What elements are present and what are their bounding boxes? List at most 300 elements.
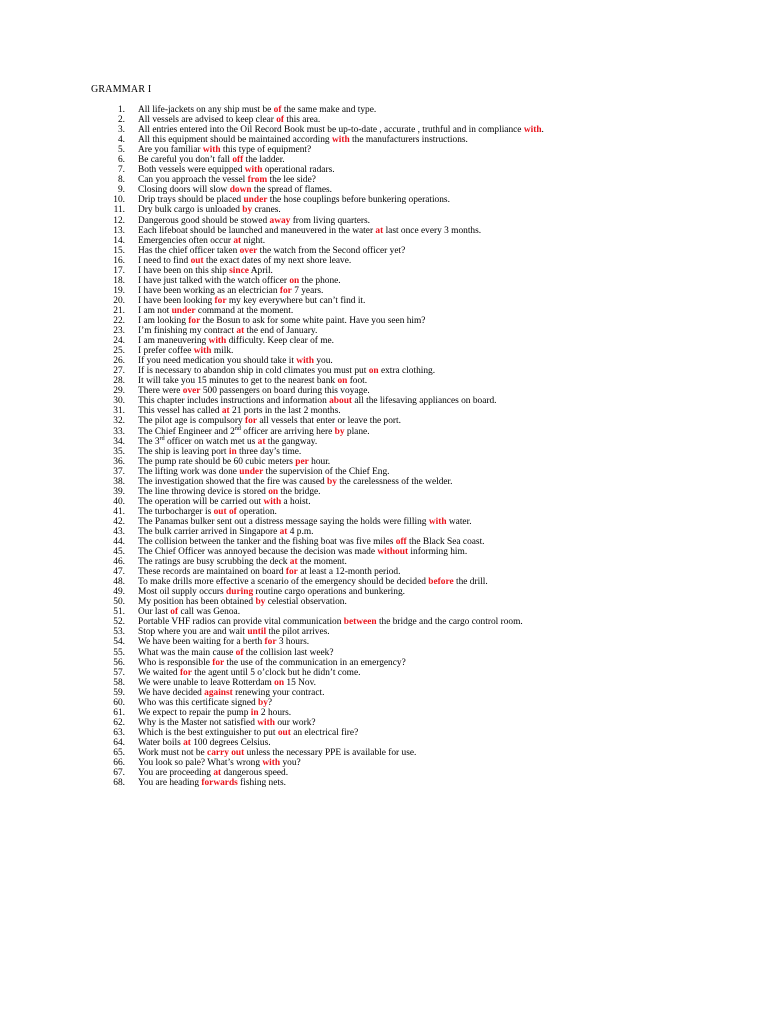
sentence-text: We expect to repair the pump bbox=[138, 707, 251, 718]
answer-word: in bbox=[228, 446, 237, 457]
sentence-text: You are heading bbox=[138, 778, 202, 789]
list-item bbox=[100, 587, 760, 597]
list-item bbox=[100, 658, 760, 668]
sentence-text: I am looking bbox=[138, 315, 189, 326]
answer-word: by bbox=[255, 597, 266, 608]
answer-word: with bbox=[428, 516, 447, 527]
sentence-text: I prefer coffee bbox=[138, 346, 194, 357]
sentence-text: 2 hours. bbox=[258, 707, 292, 718]
item-sentence bbox=[138, 668, 360, 678]
sentence-text: you? bbox=[280, 758, 301, 769]
list-item bbox=[100, 376, 760, 386]
answer-word: of bbox=[235, 647, 244, 658]
item-number: 5. bbox=[117, 145, 125, 156]
answer-word: out of bbox=[213, 506, 237, 517]
item-number: 63. bbox=[113, 727, 125, 738]
sentence-text: 7 years. bbox=[291, 285, 324, 296]
list-item bbox=[100, 758, 760, 768]
sentence-text: the spread of flames. bbox=[251, 185, 333, 196]
item-sentence bbox=[138, 226, 481, 236]
item-number: 43. bbox=[113, 526, 125, 537]
sentence-text: Work must not be bbox=[138, 748, 208, 758]
sentence-text: the lee side? bbox=[267, 175, 316, 186]
item-sentence bbox=[138, 557, 347, 567]
list-item bbox=[100, 467, 760, 477]
item-number: 38. bbox=[113, 476, 125, 487]
list-item bbox=[100, 637, 760, 647]
answer-word: at bbox=[233, 235, 242, 246]
sentence-text: Which is the best extinguisher to put bbox=[138, 727, 278, 738]
item-sentence bbox=[138, 316, 425, 326]
sentence-text: Both vessels were equipped bbox=[138, 165, 245, 176]
answer-word: with bbox=[331, 135, 350, 146]
sentence-text: the same make and type. bbox=[281, 105, 377, 115]
answer-word: for bbox=[188, 315, 201, 326]
item-sentence bbox=[138, 507, 277, 517]
item-sentence bbox=[138, 145, 311, 155]
item-sentence bbox=[138, 386, 370, 396]
sentence-text: All life-jackets on any ship must be bbox=[138, 105, 274, 115]
sentence-text: my key everywhere but can’t find it. bbox=[226, 295, 366, 306]
sentence-text: celestial observation. bbox=[265, 597, 347, 608]
sentence-text: hour. bbox=[308, 456, 331, 467]
item-number: 40. bbox=[113, 496, 125, 507]
sentence-text: . bbox=[541, 125, 544, 136]
item-number: 54. bbox=[113, 637, 125, 648]
sentence-text: from living quarters. bbox=[290, 215, 371, 226]
question-list bbox=[100, 105, 760, 788]
item-sentence bbox=[138, 728, 358, 738]
list-item bbox=[100, 105, 760, 115]
sentence-text: All this equipment should be maintained according bbox=[138, 135, 332, 146]
sentence-text: the bridge and the cargo control room. bbox=[376, 617, 523, 628]
answer-word: with bbox=[244, 165, 263, 176]
item-number: 3. bbox=[117, 125, 125, 136]
item-sentence bbox=[138, 487, 321, 497]
answer-word: with bbox=[296, 356, 315, 367]
sentence-text: last once every 3 months. bbox=[383, 225, 482, 236]
list-item bbox=[100, 286, 760, 296]
list-item bbox=[100, 416, 760, 426]
list-item bbox=[100, 507, 760, 517]
item-sentence bbox=[138, 517, 472, 527]
sentence-text: 15 Nov. bbox=[284, 677, 317, 688]
item-sentence bbox=[138, 617, 523, 627]
list-item bbox=[100, 226, 760, 236]
list-item bbox=[100, 256, 760, 266]
item-number: 52. bbox=[113, 617, 125, 628]
list-item bbox=[100, 708, 760, 718]
list-item bbox=[100, 597, 760, 607]
item-number: 32. bbox=[113, 416, 125, 427]
item-sentence bbox=[138, 567, 400, 577]
answer-word: of bbox=[273, 105, 282, 115]
item-number: 9. bbox=[117, 185, 125, 196]
list-item bbox=[100, 406, 760, 416]
item-number: 66. bbox=[113, 758, 125, 769]
sentence-text: The ratings are busy scrubbing the deck bbox=[138, 557, 290, 568]
answer-word: away bbox=[269, 215, 291, 226]
sentence-text: milk. bbox=[211, 346, 234, 357]
list-item bbox=[100, 668, 760, 678]
sentence-text: The turbocharger is bbox=[138, 506, 214, 517]
item-sentence bbox=[138, 346, 233, 356]
sentence-text: The pilot age is compulsory bbox=[138, 416, 246, 427]
list-item bbox=[100, 236, 760, 246]
sentence-text: We have been waiting for a berth bbox=[138, 637, 265, 648]
list-item bbox=[100, 276, 760, 286]
sentence-text: The 3 bbox=[138, 436, 160, 447]
answer-word: with bbox=[257, 717, 275, 728]
sentence-text: officer are arriving here bbox=[240, 426, 335, 437]
item-sentence bbox=[138, 195, 450, 205]
answer-word: between bbox=[343, 617, 377, 628]
item-number: 45. bbox=[113, 547, 125, 558]
item-number: 13. bbox=[113, 225, 125, 236]
sentence-text: We waited bbox=[138, 667, 180, 678]
list-item bbox=[100, 205, 760, 215]
item-number: 35. bbox=[113, 446, 125, 457]
item-sentence bbox=[138, 678, 316, 688]
list-item bbox=[100, 738, 760, 748]
sentence-text: I am not bbox=[138, 305, 172, 316]
sentence-text: My position has been obtained bbox=[138, 597, 256, 608]
item-number: 55. bbox=[113, 647, 125, 658]
answer-word: of bbox=[276, 115, 285, 126]
item-sentence bbox=[138, 366, 435, 376]
list-item bbox=[100, 567, 760, 577]
sentence-text: Dry bulk cargo is unloaded bbox=[138, 205, 243, 216]
item-number: 37. bbox=[113, 466, 125, 477]
item-sentence bbox=[138, 376, 367, 386]
item-number: 11. bbox=[113, 205, 125, 216]
sentence-text: night. bbox=[241, 235, 266, 246]
sentence-text: the agent until 5 o’clock but he didn’t come. bbox=[191, 667, 361, 678]
answer-word: during bbox=[226, 587, 254, 598]
item-sentence bbox=[138, 396, 497, 406]
list-item bbox=[100, 246, 760, 256]
sentence-text: The Chief Officer was annoyed because the decision was made bbox=[138, 547, 378, 558]
list-item bbox=[100, 185, 760, 195]
item-sentence bbox=[138, 135, 468, 145]
page-title: GRAMMAR I bbox=[91, 84, 152, 95]
sentence-text: Drip trays should be placed bbox=[138, 195, 244, 206]
sentence-text: the moment. bbox=[297, 557, 347, 568]
sentence-text: The collision between the tanker and the fishing boat was five miles bbox=[138, 537, 396, 548]
sentence-text: renewing your contract. bbox=[232, 687, 325, 698]
list-item bbox=[100, 155, 760, 165]
item-sentence bbox=[138, 416, 401, 426]
item-sentence bbox=[138, 758, 301, 768]
answer-word: for bbox=[245, 416, 257, 427]
item-sentence bbox=[138, 577, 488, 587]
item-sentence bbox=[138, 658, 406, 668]
item-sentence bbox=[138, 406, 341, 416]
list-item bbox=[100, 527, 760, 537]
sentence-text: 21 ports in the last 2 months. bbox=[229, 406, 341, 417]
sentence-text: all the lifesaving appliances on board. bbox=[352, 396, 497, 407]
list-item bbox=[100, 306, 760, 316]
sentence-text: foot. bbox=[347, 376, 368, 387]
item-number: 41. bbox=[113, 506, 125, 517]
item-number: 23. bbox=[113, 326, 125, 337]
sentence-text: this type of equipment? bbox=[220, 145, 312, 156]
item-number: 42. bbox=[113, 516, 125, 527]
sentence-text: an electrical fire? bbox=[290, 727, 359, 738]
item-sentence bbox=[138, 296, 365, 306]
item-number: 17. bbox=[113, 265, 125, 276]
sentence-text: These records are maintained on board bbox=[138, 567, 286, 578]
ordinal-suffix: nd bbox=[234, 425, 241, 432]
list-item bbox=[100, 557, 760, 567]
item-number: 29. bbox=[113, 386, 125, 397]
item-sentence bbox=[138, 597, 347, 607]
list-item bbox=[100, 648, 760, 658]
sentence-text: the gangway. bbox=[265, 436, 318, 447]
answer-word: on bbox=[368, 366, 379, 377]
sentence-text: the pilot arrives. bbox=[266, 627, 330, 638]
answer-word: with bbox=[202, 145, 221, 156]
sentence-text: the bridge. bbox=[278, 486, 321, 497]
list-item bbox=[100, 195, 760, 205]
item-number: 8. bbox=[117, 175, 125, 186]
item-number: 50. bbox=[113, 597, 125, 608]
item-number: 64. bbox=[113, 737, 125, 748]
sentence-text: The operation will be carried out bbox=[138, 496, 264, 507]
item-sentence bbox=[138, 748, 416, 758]
list-item bbox=[100, 477, 760, 487]
sentence-text: Our last bbox=[138, 607, 171, 618]
item-sentence bbox=[138, 336, 334, 346]
item-number: 31. bbox=[113, 406, 125, 417]
list-item bbox=[100, 487, 760, 497]
item-number: 20. bbox=[113, 295, 125, 306]
list-item bbox=[100, 718, 760, 728]
sentence-text: our work? bbox=[274, 717, 316, 728]
item-sentence bbox=[138, 236, 265, 246]
item-number: 14. bbox=[113, 235, 125, 246]
sentence-text: 4 p.m. bbox=[287, 526, 314, 537]
item-number: 48. bbox=[113, 577, 125, 588]
item-number: 21. bbox=[113, 305, 125, 316]
answer-word: on bbox=[337, 376, 348, 387]
sentence-text: 100 degrees Celsius. bbox=[190, 737, 271, 748]
sentence-text: We were unable to leave Rotterdam bbox=[138, 677, 275, 688]
list-item bbox=[100, 547, 760, 557]
item-number: 27. bbox=[113, 366, 125, 377]
answer-word: out bbox=[190, 255, 204, 266]
sentence-text: I have been working as an electrician bbox=[138, 285, 280, 296]
answer-word: per bbox=[295, 456, 309, 467]
answer-word: over bbox=[182, 386, 201, 397]
sentence-text: plane. bbox=[344, 426, 370, 437]
sentence-text: the hose couplings before bunkering operations. bbox=[267, 195, 450, 206]
answer-word: by bbox=[327, 476, 337, 487]
sentence-text: The Panamas bulker sent out a distress message saying the holds were filling bbox=[138, 516, 429, 527]
item-sentence bbox=[138, 175, 316, 185]
item-number: 16. bbox=[113, 255, 125, 266]
list-item bbox=[100, 437, 760, 447]
item-number: 47. bbox=[113, 567, 125, 578]
answer-word: against bbox=[204, 687, 233, 698]
answer-word: under bbox=[243, 195, 268, 206]
answer-word: at bbox=[289, 557, 298, 568]
item-number: 10. bbox=[113, 195, 125, 206]
sentence-text: Water boils bbox=[138, 737, 184, 748]
item-sentence bbox=[138, 627, 330, 637]
item-number: 18. bbox=[113, 275, 125, 286]
sentence-text: Has the chief officer taken bbox=[138, 245, 240, 256]
sentence-text: The investigation showed that the fire was caused bbox=[138, 476, 328, 487]
list-item bbox=[100, 165, 760, 175]
answer-word: over bbox=[239, 245, 258, 256]
answer-word: until bbox=[247, 627, 267, 638]
item-sentence bbox=[138, 276, 341, 286]
answer-word: since bbox=[229, 265, 249, 276]
item-sentence bbox=[138, 105, 376, 115]
sentence-text: I’m finishing my contract bbox=[138, 326, 237, 337]
item-sentence bbox=[138, 427, 370, 437]
sentence-text: at least a 12-month period. bbox=[297, 567, 401, 578]
sentence-text: If is necessary to abandon ship in cold climates you must put bbox=[138, 366, 369, 377]
list-item bbox=[100, 135, 760, 145]
item-number: 26. bbox=[113, 356, 125, 367]
list-item bbox=[100, 346, 760, 356]
answer-word: at bbox=[375, 225, 384, 236]
list-item bbox=[100, 175, 760, 185]
sentence-text: Emergencies often occur bbox=[138, 235, 234, 246]
sentence-text: dangerous speed. bbox=[221, 768, 289, 779]
item-number: 51. bbox=[113, 607, 125, 618]
item-number: 53. bbox=[113, 627, 125, 638]
sentence-text: the supervision of the Chief Eng. bbox=[263, 466, 390, 477]
list-item bbox=[100, 386, 760, 396]
sentence-text: You look so pale? What’s wrong bbox=[138, 758, 263, 769]
item-sentence bbox=[138, 125, 544, 135]
answer-word: out bbox=[277, 727, 291, 738]
sentence-text: The bulk carrier arrived in Singapore bbox=[138, 526, 280, 537]
list-item bbox=[100, 778, 760, 788]
sentence-text: Can you approach the vessel bbox=[138, 175, 248, 186]
item-sentence bbox=[138, 457, 330, 467]
sentence-text: three day’s time. bbox=[236, 446, 302, 457]
sentence-text: the end of January. bbox=[244, 326, 318, 337]
sentence-text: the use of the communication in an emergency? bbox=[224, 657, 406, 668]
sentence-text: We have decided bbox=[138, 687, 205, 698]
item-sentence bbox=[138, 326, 317, 336]
sentence-text: unless the necessary PPE is available for use. bbox=[244, 748, 417, 758]
item-sentence bbox=[138, 547, 467, 557]
sentence-text: fishing nets. bbox=[237, 778, 286, 789]
item-number: 67. bbox=[113, 768, 125, 779]
item-sentence bbox=[138, 286, 323, 296]
list-item bbox=[100, 427, 760, 437]
sentence-text: difficulty. Keep clear of me. bbox=[226, 336, 335, 347]
item-sentence bbox=[138, 205, 281, 215]
answer-word: at bbox=[183, 737, 191, 748]
sentence-text: I have just talked with the watch officer bbox=[138, 275, 290, 286]
sentence-text: This vessel has called bbox=[138, 406, 222, 417]
list-item bbox=[100, 396, 760, 406]
sentence-text: Portable VHF radios can provide vital communication bbox=[138, 617, 344, 628]
sentence-text: officer on watch met us bbox=[164, 436, 258, 447]
item-number: 59. bbox=[113, 687, 125, 698]
item-number: 22. bbox=[113, 315, 125, 326]
item-number: 4. bbox=[117, 135, 125, 146]
item-number: 57. bbox=[113, 667, 125, 678]
list-item bbox=[100, 145, 760, 155]
list-item bbox=[100, 115, 760, 125]
item-sentence bbox=[138, 306, 293, 316]
item-number: 25. bbox=[113, 346, 125, 357]
sentence-text: Are you familiar bbox=[138, 145, 203, 156]
item-sentence bbox=[138, 467, 390, 477]
item-number: 15. bbox=[113, 245, 125, 256]
sentence-text: The line throwing device is stored bbox=[138, 486, 269, 497]
item-sentence bbox=[138, 115, 320, 125]
sentence-text: April. bbox=[248, 265, 273, 276]
answer-word: with bbox=[208, 336, 227, 347]
answer-word: for bbox=[179, 667, 192, 678]
sentence-text: You are proceeding bbox=[138, 768, 214, 779]
sentence-text: The Chief Engineer and 2 bbox=[138, 426, 235, 437]
answer-word: carry out bbox=[207, 748, 245, 758]
sentence-text: Stop where you are and wait bbox=[138, 627, 248, 638]
item-sentence bbox=[138, 497, 311, 507]
answer-word: by bbox=[258, 697, 268, 708]
sentence-text: I have been looking bbox=[138, 295, 215, 306]
sentence-text: command at the moment. bbox=[195, 305, 294, 316]
list-item bbox=[100, 125, 760, 135]
sentence-text: The lifting work was done bbox=[138, 466, 240, 477]
sentence-text: water. bbox=[446, 516, 472, 527]
sentence-text: Why is the Master not satisfied bbox=[138, 717, 258, 728]
item-number: 62. bbox=[113, 717, 125, 728]
list-item bbox=[100, 216, 760, 226]
answer-word: on bbox=[268, 486, 279, 497]
list-item bbox=[100, 688, 760, 698]
list-item bbox=[100, 326, 760, 336]
sentence-text: Closing doors will slow bbox=[138, 185, 230, 196]
answer-word: at bbox=[236, 326, 245, 337]
item-sentence bbox=[138, 537, 485, 547]
item-sentence bbox=[138, 216, 370, 226]
answer-word: at bbox=[279, 526, 288, 537]
sentence-text: the ladder. bbox=[243, 155, 285, 166]
answer-word: forwards bbox=[201, 778, 238, 789]
item-number: 65. bbox=[113, 748, 125, 758]
item-sentence bbox=[138, 738, 271, 748]
item-sentence bbox=[138, 185, 332, 195]
sentence-text: the carelessness of the welder. bbox=[336, 476, 453, 487]
list-item bbox=[100, 517, 760, 527]
list-item bbox=[100, 748, 760, 758]
item-sentence bbox=[138, 778, 286, 788]
item-sentence bbox=[138, 165, 335, 175]
answer-word: with bbox=[193, 346, 212, 357]
item-number: 2. bbox=[117, 115, 125, 126]
sentence-text: There were bbox=[138, 386, 183, 397]
sentence-text: To make drills more effective a scenario of the emergency should be decided bbox=[138, 577, 429, 588]
item-sentence bbox=[138, 356, 333, 366]
item-number: 46. bbox=[113, 557, 125, 568]
answer-word: for bbox=[214, 295, 227, 306]
sentence-text: If you need medication you should take it bbox=[138, 356, 297, 367]
answer-word: in bbox=[250, 707, 259, 718]
item-sentence bbox=[138, 437, 317, 447]
sentence-text: extra clothing. bbox=[378, 366, 436, 377]
answer-word: under bbox=[171, 305, 196, 316]
